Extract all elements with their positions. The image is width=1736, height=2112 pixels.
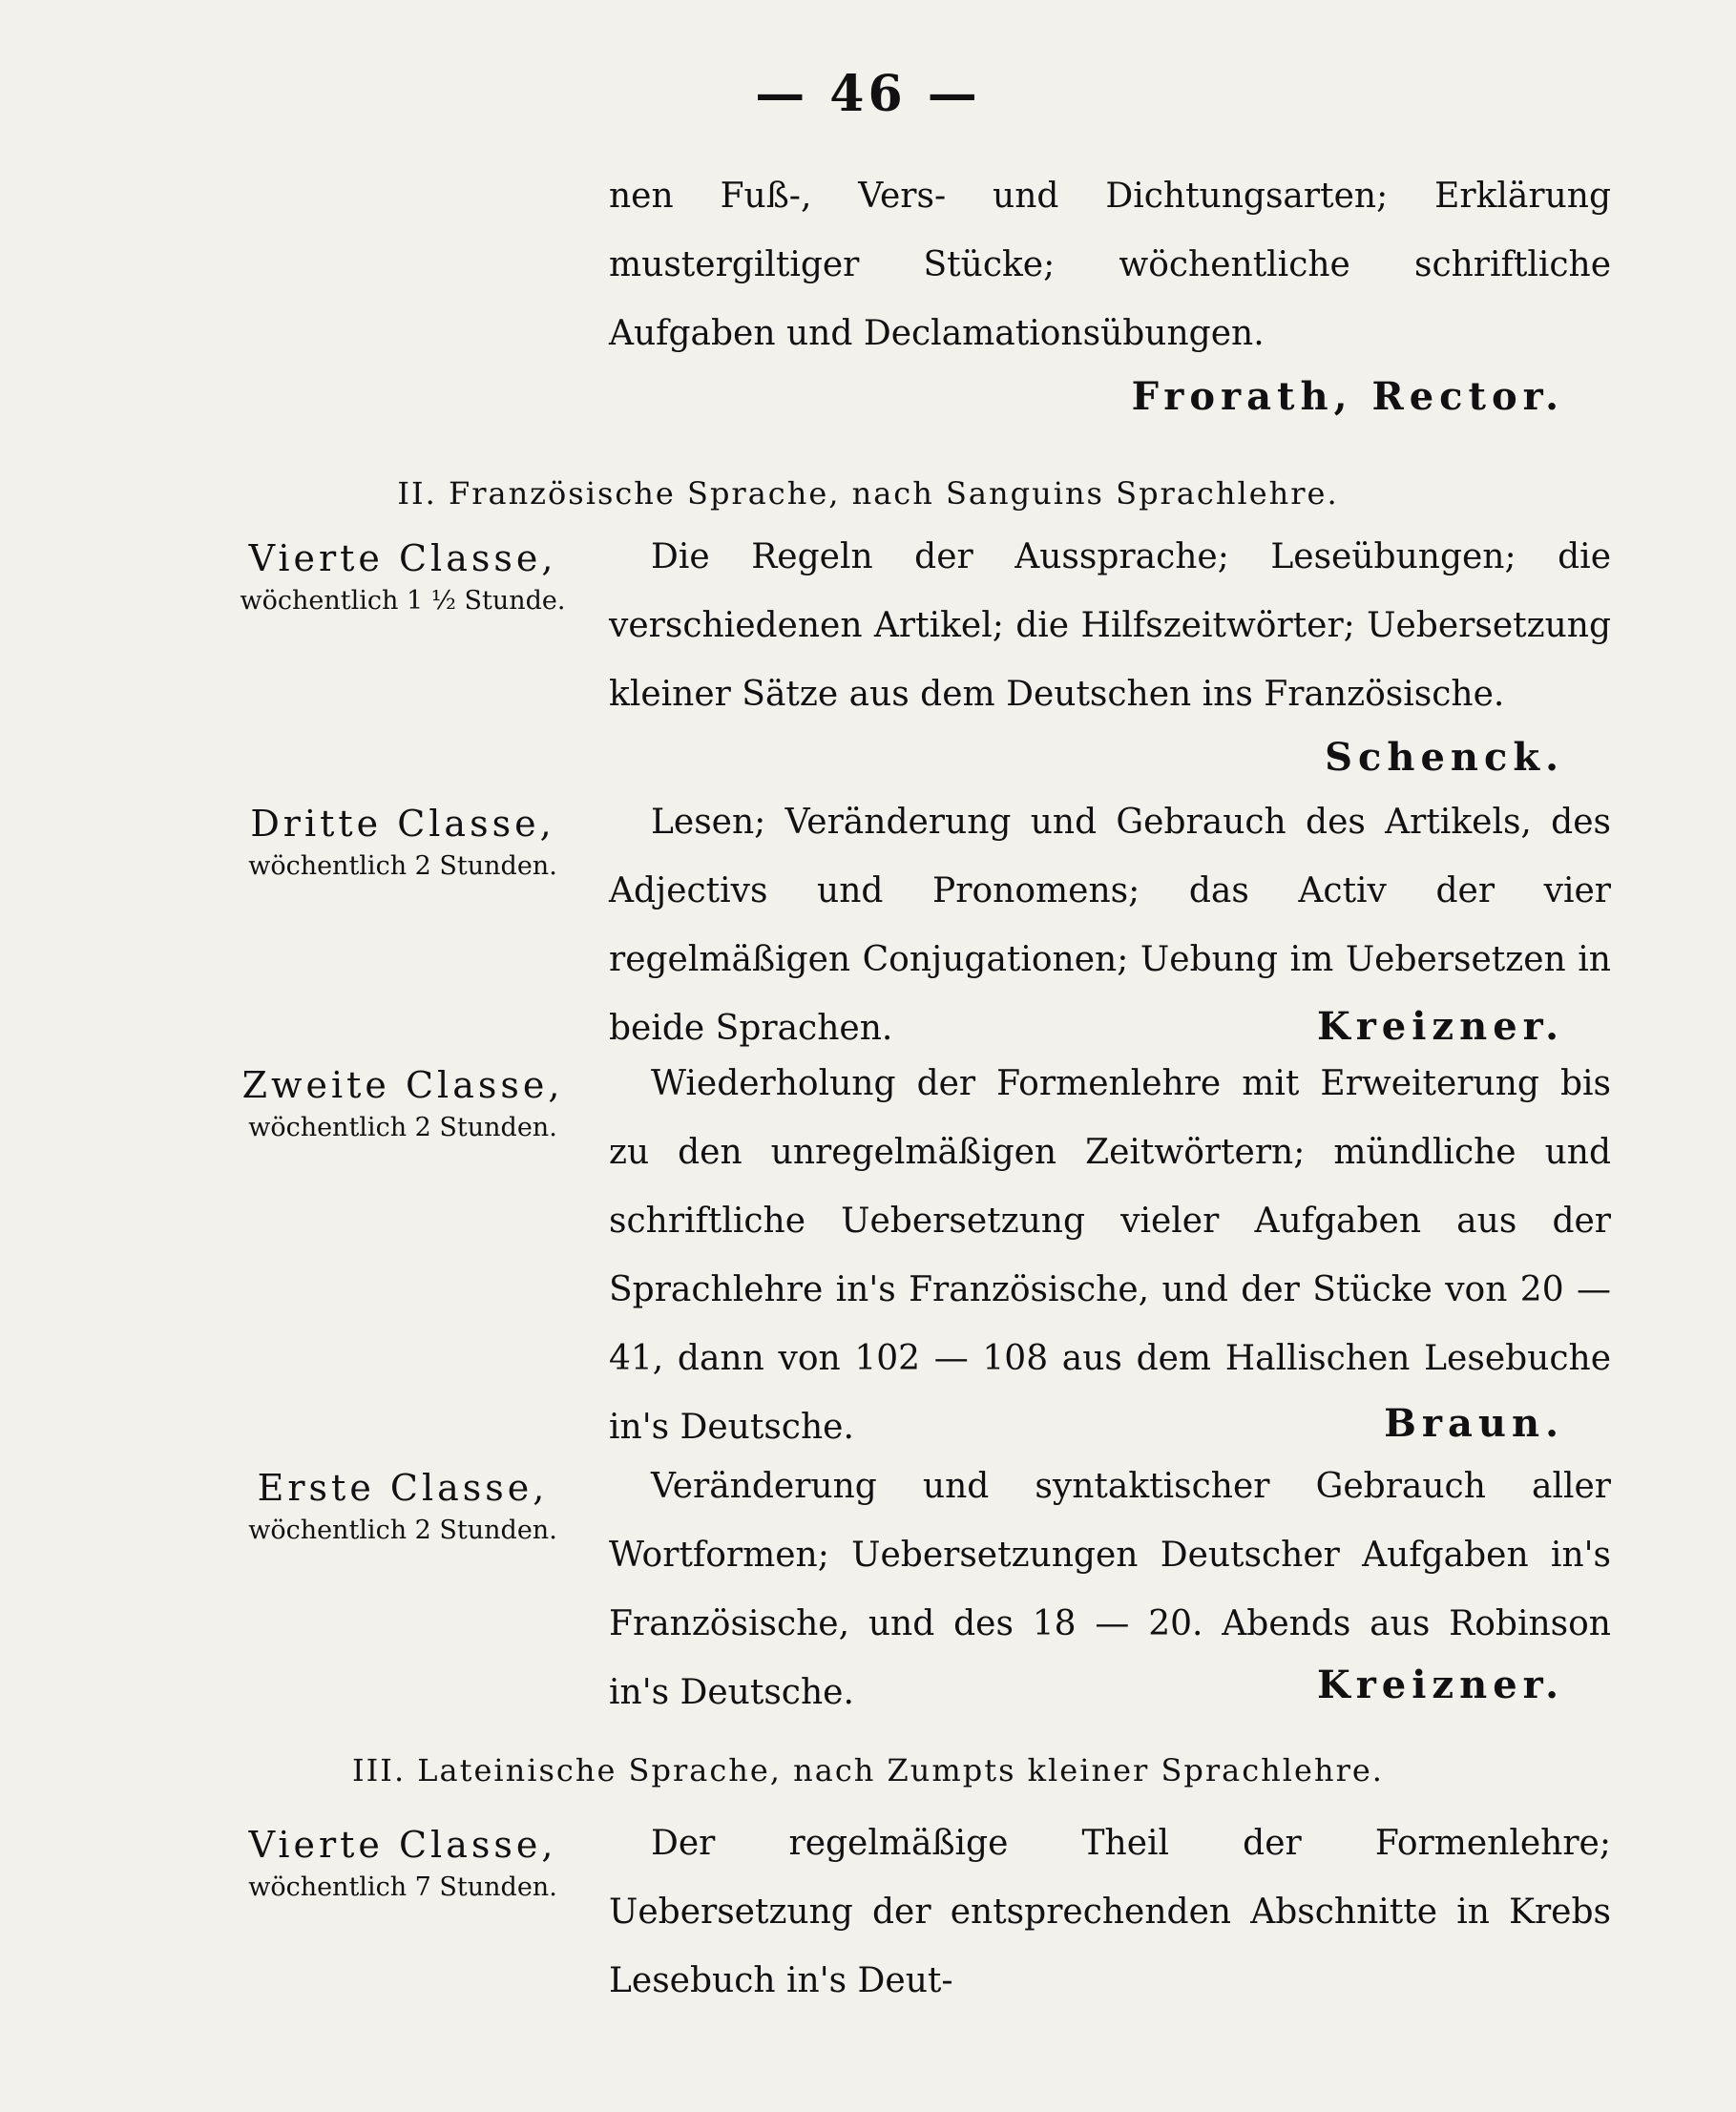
class-hours: wöchentlich 2 Stunden. [248,1113,557,1142]
class-name: Dritte Classe, [250,803,555,845]
section-heading-french: II. Französische Sprache, nach Sanguins Sprachlehre. [397,475,1339,512]
intro-signature: Frorath, Rector. [1131,374,1564,419]
class-description: Die Regeln der Aussprache; Leseübungen; die verschiedenen Artikel; die Hilfszeitwörter; Uebersetzung kleiner Sätze aus dem Deutschen ins Französische. [609,537,1611,714]
class-description: Wiederholung der Formenlehre mit Erweiterung bis zu den unregelmäßigen Zeitwörtern; mündliche und schriftliche Uebersetzung vieler Aufgaben aus der Sprachlehre in's Französische, und der Stücke von 20 — 41, dann von 102 — 108 aus dem Hallischen Lesebuche in's Deutsche. [609,1064,1611,1447]
class-label [221,534,584,620]
teacher-signature: Kreizner. [1316,1004,1564,1049]
class-label [221,1061,584,1147]
class-description: Veränderung und syntaktischer Gebrauch aller Wortformen; Uebersetzungen Deutscher Aufgaben in's Französische, und des 18 — 20. Abends aus Robinson in's Deutsche. [609,1467,1611,1712]
class-hours: wöchentlich 7 Stunden. [248,1872,557,1902]
page-number: — 46 — [755,65,981,123]
class-hours: wöchentlich 2 Stunden. [248,851,557,881]
class-description: Der regelmäßige Theil der Formenlehre; Uebersetzung der entsprechenden Abschnitte in Krebs Lesebuch in's Deut- [609,1824,1611,2000]
class-description: Lesen; Veränderung und Gebrauch des Artikels, des Adjectivs und Pronomens; das Activ der vier regelmäßigen Conjugationen; Uebung im Uebersetzen in beide Sprachen. [609,803,1611,1048]
teacher-signature: Schenck. [1325,735,1564,780]
class-name: Erste Classe, [257,1467,549,1509]
section-heading-latin: III. Lateinische Sprache, nach Zumpts kleiner Sprachlehre. [352,1752,1384,1788]
class-label [221,1464,584,1550]
class-hours: wöchentlich 1 ½ Stunde. [240,586,566,616]
teacher-signature: Kreizner. [1316,1662,1564,1707]
class-name: Vierte Classe, [248,1824,557,1866]
class-name: Vierte Classe, [248,537,557,579]
teacher-signature: Braun. [1384,1401,1564,1446]
class-label [221,1821,584,1907]
intro-paragraph: nen Fuß-, Vers- und Dichtungsarten; Erklärung mustergiltiger Stücke; wöchentliche schriftliche Aufgaben und Declamationsübungen. [609,177,1611,353]
class-name: Zweite Classe, [241,1064,564,1106]
class-label [221,800,584,886]
class-hours: wöchentlich 2 Stunden. [248,1516,557,1545]
